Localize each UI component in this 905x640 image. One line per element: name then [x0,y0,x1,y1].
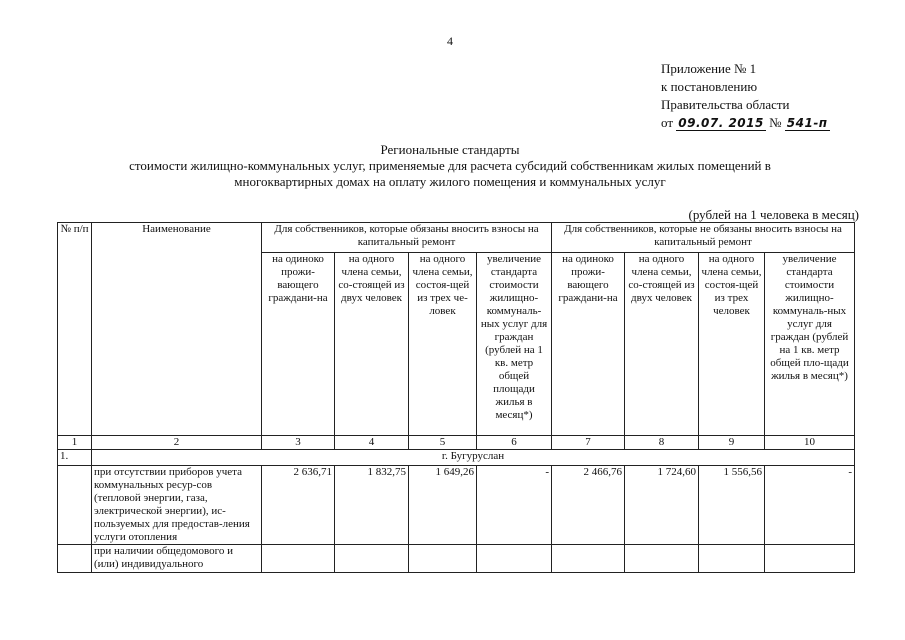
column-number: 5 [409,436,477,450]
header-member-three: на одного члена семьи, состоя-щей из трех че-ловек [409,253,477,436]
title-line: стоимости жилищно-коммунальных услуг, применяемые для расчета субсидий собственникам жилых помещений в [129,158,771,173]
units-note: (рублей на 1 человека в месяц) [688,207,859,222]
row-value [262,545,335,573]
annex-date-line [661,114,830,132]
header-num: № п/п [58,223,92,436]
table-row [58,545,855,573]
row-value [765,545,855,573]
row-value: 1 649,26 [409,466,477,545]
annex-date: 09.07. 2015 [678,116,764,130]
table-row [58,466,855,545]
title-line: Региональные стандарты [380,142,520,157]
header-member-three: на одного члена семьи, состоя-щей из трех человек [699,253,765,436]
header-single: на одиноко прожи-вающего граждани-на [262,253,335,436]
column-number: 6 [477,436,552,450]
row-value: 1 556,56 [699,466,765,545]
annex-number: 541-п [786,116,828,130]
column-number: 7 [552,436,625,450]
column-number: 9 [699,436,765,450]
row-value [335,545,409,573]
column-number: 4 [335,436,409,450]
row-num-cell [58,466,92,545]
row-value: 1 832,75 [335,466,409,545]
section-num: 1. [58,450,92,466]
header-increase: увеличение стандарта стоимости жилищно-коммуналь-ных услуг для граждан (рублей на 1 кв. метр общей площади жилья в месяц*) [477,253,552,436]
annex-number-label: № [769,115,782,130]
header-group-obliged: Для собственников, которые обязаны вносить взносы на капитальный ремонт [262,223,552,253]
column-number: 1 [58,436,92,450]
row-value [625,545,699,573]
annex-line: Правительства области [661,97,790,112]
annex-line: к постановлению [661,79,758,94]
column-number: 8 [625,436,699,450]
row-value: 2 466,76 [552,466,625,545]
column-number: 3 [262,436,335,450]
row-value: - [477,466,552,545]
column-number: 2 [92,436,262,450]
row-num-cell [58,545,92,573]
title-line: многоквартирных домах на оплату жилого помещения и коммунальных услуг [234,174,666,189]
annex-title: Приложение № 1 [661,61,757,76]
row-value: 1 724,60 [625,466,699,545]
row-value: - [765,466,855,545]
annex-block [661,60,830,132]
header-single: на одиноко прожи-вающего граждани-на [552,253,625,436]
header-name: Наименование [92,223,262,436]
row-value [409,545,477,573]
header-member-two: на одного члена семьи, со-стоящей из двух человек [335,253,409,436]
section-row [58,450,855,466]
header-increase: увеличение стандарта стоимости жилищно-коммуналь-ных услуг для граждан (рублей на 1 кв. метр общей пло-щади жилья в месяц*) [765,253,855,436]
row-value [477,545,552,573]
document-title [60,142,840,190]
page-number: 4 [447,34,453,48]
row-value: 2 636,71 [262,466,335,545]
column-number-row [58,436,855,450]
standards-table [57,222,855,573]
column-number: 10 [765,436,855,450]
row-name: при наличии общедомового и (или) индивидуального [92,545,262,573]
row-value [552,545,625,573]
row-value [699,545,765,573]
header-member-two: на одного члена семьи, со-стоящей из двух человек [625,253,699,436]
header-group-not-obliged: Для собственников, которые не обязаны вносить взносы на капитальный ремонт [552,223,855,253]
annex-from-label: от [661,115,674,130]
header-row [58,223,855,253]
row-name: при отсутствии приборов учета коммунальных ресур-сов (тепловой энергии, газа, электрической энергии), ис-пользуемых для предостав-ления услуги отопления [92,466,262,545]
section-city: г. Бугуруслан [92,450,855,466]
